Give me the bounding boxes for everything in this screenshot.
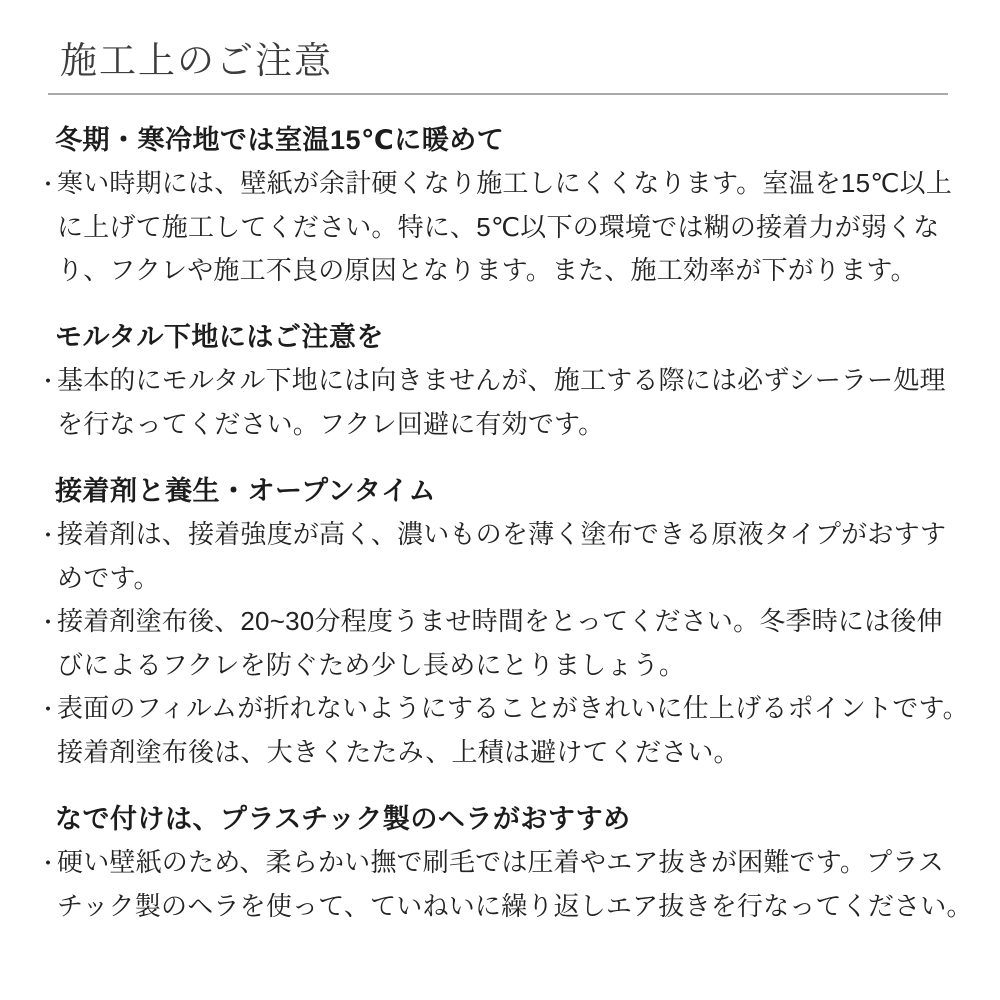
bullet-line <box>37 359 1000 403</box>
bullet-marker: ・ <box>37 851 60 876</box>
bullet-text: 接着剤塗布後、20~30分程度うませ時間をとってください。冬季時には後伸 <box>57 606 943 636</box>
bullet-marker: ・ <box>37 369 60 394</box>
bullet-line: に上げて施工してください。特に、5℃以下の環境では糊の接着力が弱くな <box>57 212 940 242</box>
title-divider <box>48 93 948 95</box>
bullet-item <box>0 513 1000 600</box>
bullet-line <box>37 687 1000 731</box>
bullet-text: 接着剤は、接着強度が高く、濃いものを薄く塗布できる原液タイプがおすす <box>57 519 947 549</box>
bullet-text: 表面のフィルムが折れないようにすることがきれいに仕上げるポイントです。 <box>57 693 969 723</box>
bullet-line <box>37 841 1000 885</box>
section-heading-winter-temperature: 冬期・寒冷地では室温15℃に暖めて <box>55 125 505 155</box>
bullet-item <box>0 687 1000 774</box>
bullet-item <box>0 841 1000 928</box>
section-heading-plastic-spatula: なで付けは、プラスチック製のヘラがおすすめ <box>55 804 631 834</box>
bullet-line: り、フクレや施工不良の原因となります。また、施工効率が下がります。 <box>57 255 917 285</box>
bullet-marker: ・ <box>37 523 60 548</box>
bullet-line: を行なってください。フクレ回避に有効です。 <box>57 409 605 439</box>
bullet-item <box>0 162 1000 292</box>
bullet-item <box>0 600 1000 687</box>
bullet-marker: ・ <box>37 610 60 635</box>
bullet-line: 接着剤塗布後は、大きくたたみ、上積は避けてください。 <box>57 737 740 767</box>
bullet-line <box>37 600 1000 644</box>
page-title: 施工上のご注意 <box>60 40 333 81</box>
bullet-text: 寒い時期には、壁紙が余計硬くなり施工しにくくなります。室温を15℃以上 <box>57 168 953 198</box>
bullet-text: 硬い壁紙のため、柔らかい撫で刷毛では圧着やエア抜きが困難です。プラス <box>57 847 944 877</box>
bullet-line <box>37 513 1000 557</box>
bullet-marker: ・ <box>37 697 60 722</box>
bullet-line: めです。 <box>57 563 160 593</box>
bullet-item <box>0 359 1000 446</box>
bullet-line <box>37 162 1000 206</box>
section-heading-adhesive-open-time: 接着剤と養生・オープンタイム <box>55 476 436 506</box>
bullet-text: 基本的にモルタル下地には向きませんが、施工する際には必ずシーラー処理 <box>57 365 946 395</box>
bullet-marker: ・ <box>37 172 60 197</box>
bullet-line: びによるフクレを防ぐため少し長めにとりましょう。 <box>57 650 686 680</box>
section-heading-mortar-substrate: モルタル下地にはご注意を <box>55 322 384 352</box>
bullet-line: チック製のヘラを使って、ていねいに繰り返しエア抜きを行なってください。 <box>57 891 973 921</box>
